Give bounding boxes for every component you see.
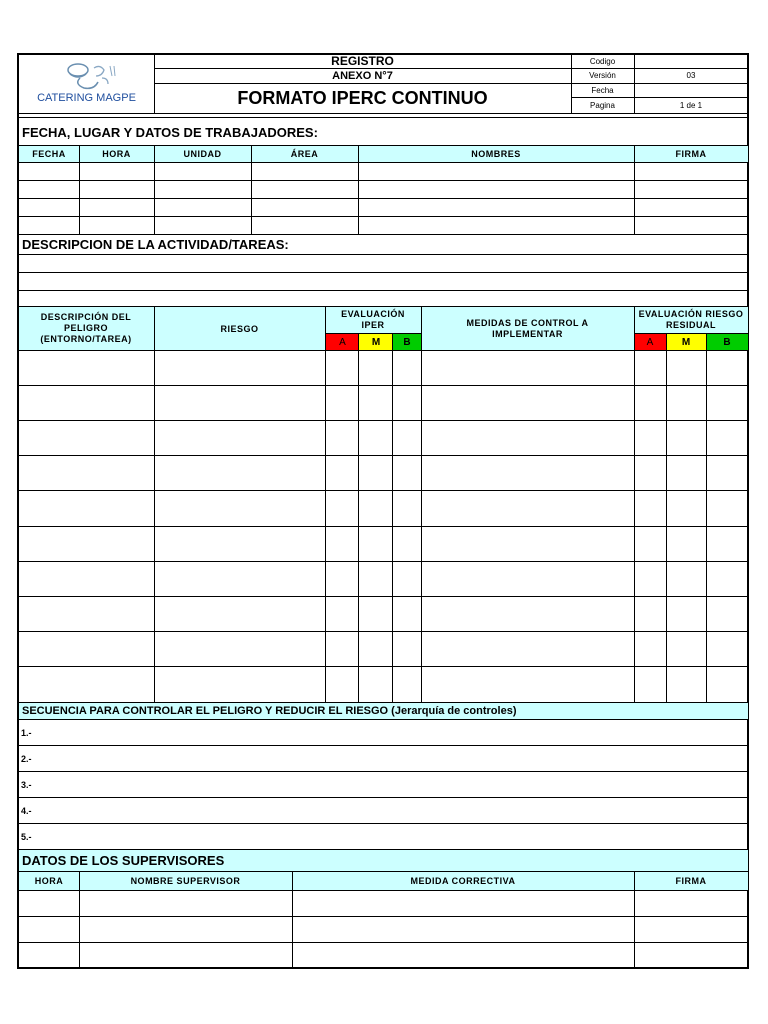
logo-text: CATERING MAGPE (37, 92, 136, 104)
sequence-item[interactable]: 1.- (21, 727, 32, 738)
sup-col-firma: FIRMA (675, 876, 707, 886)
col-firma: FIRMA (675, 149, 707, 159)
sequence-item[interactable]: 4.- (21, 805, 32, 816)
iper-row[interactable] (19, 632, 748, 666)
meta-version-label: Versión (589, 71, 616, 80)
iper-row[interactable] (19, 421, 748, 455)
col-evaluacion-iper: EVALUACIÓN IPER (341, 309, 405, 330)
activity-section-title: DESCRIPCION DE LA ACTIVIDAD/TAREAS: (22, 237, 289, 252)
sup-col-nombre: NOMBRE SUPERVISOR (130, 876, 241, 886)
anexo-label: ANEXO N°7 (332, 69, 393, 82)
meta-fecha-value (634, 83, 748, 97)
supervisor-row[interactable] (19, 917, 748, 942)
workers-section-title: FECHA, LUGAR Y DATOS DE TRABAJADORES: (22, 124, 318, 140)
iper-row[interactable] (19, 562, 748, 596)
worker-row[interactable] (19, 199, 748, 216)
meta-codigo-value (634, 54, 748, 68)
sequence-item[interactable]: 2.- (21, 753, 32, 764)
sequence-item[interactable]: 5.- (21, 831, 32, 842)
worker-row[interactable] (19, 163, 748, 180)
supervisor-row[interactable] (19, 943, 748, 967)
col-peligro: DESCRIPCIÓN DEL PELIGRO (ENTORNO/TAREA) (40, 312, 132, 344)
sup-col-hora: HORA (34, 876, 64, 886)
iper-row[interactable] (19, 386, 748, 420)
col-area: ÁREA (290, 149, 319, 159)
supervisor-row[interactable] (19, 891, 748, 916)
eval-a-label: A (339, 336, 346, 348)
page-title: FORMATO IPERC CONTINUO (237, 87, 488, 108)
activity-line[interactable] (19, 255, 748, 272)
col-fecha: FECHA (32, 149, 66, 159)
iper-row[interactable] (19, 491, 748, 526)
col-riesgo: RIESGO (220, 323, 259, 334)
meta-codigo-label: Codigo (589, 56, 616, 66)
residual-a-label: A (646, 336, 654, 348)
sequence-title-note: (Jerarquía de controles) (391, 705, 517, 717)
col-riesgo-residual: EVALUACIÓN RIESGO RESIDUAL (638, 309, 744, 330)
sequence-item[interactable]: 3.- (21, 779, 32, 790)
registro-label: REGISTRO (331, 54, 394, 68)
iper-row[interactable] (19, 351, 748, 385)
col-hora: HORA (102, 149, 131, 159)
iper-row[interactable] (19, 597, 748, 631)
col-unidad: UNIDAD (183, 149, 222, 159)
col-nombres: NOMBRES (471, 149, 521, 159)
sequence-section-title (19, 703, 748, 719)
meta-fecha-label: Fecha (591, 85, 614, 95)
residual-b-label: B (723, 336, 731, 348)
residual-m-label: M (681, 336, 691, 348)
supervisors-section-title: DATOS DE LOS SUPERVISORES (22, 852, 225, 868)
eval-m-label: M (371, 336, 381, 348)
meta-version-value: 03 (686, 71, 696, 80)
meta-pagina-label: Pagina (590, 100, 615, 110)
col-medidas: MEDIDAS DE CONTROL A IMPLEMENTAR (466, 317, 589, 339)
eval-b-label: B (403, 336, 411, 348)
worker-row[interactable] (19, 181, 748, 198)
iper-row[interactable] (19, 527, 748, 561)
sequence-title-main: SECUENCIA PARA CONTROLAR EL PELIGRO Y REDUCIR EL RIESGO (22, 705, 389, 717)
activity-line[interactable] (19, 273, 748, 290)
worker-row[interactable] (19, 217, 748, 234)
iper-row[interactable] (19, 667, 748, 702)
iper-row[interactable] (19, 456, 748, 490)
sup-col-medida: MEDIDA CORRECTIVA (410, 876, 516, 886)
meta-pagina-value: 1 de 1 (679, 100, 703, 110)
